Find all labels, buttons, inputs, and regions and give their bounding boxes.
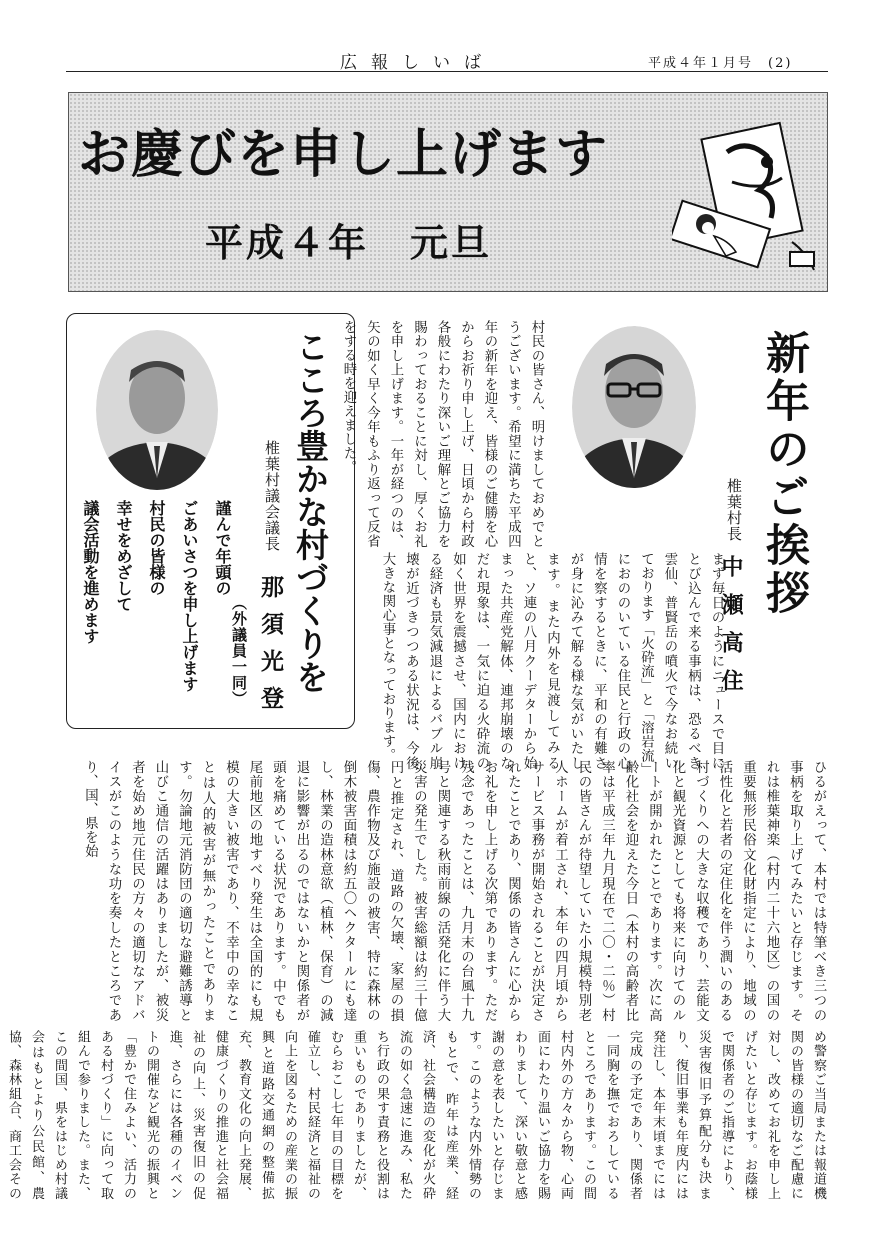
issue-label: 平成４年１月号 (2) bbox=[648, 56, 793, 71]
mayor-title: 椎葉村長 bbox=[725, 478, 743, 542]
chair-note: （外議員一同） bbox=[230, 595, 248, 707]
mayor-body-top: まず毎日のようにニュースで目にとび込んで来る事柄は、恐るべき雲仙、普賢岳の噴火で今なお続いております「火砕流」と「溶岩流」におののいている住民と行政の心情を察するときに、平和の有難さが身に沁みて解る様な気がいたします。また内外を見渡してみると、ソ連の八月クーデターから始まった共産党解体、連邦崩壊のなだれ現象は、一気に迫る火砕流の如く世界を震撼させ、国内における経済も景気減退によるバブル崩壊が近づきつつある状況は、今後大きな関心事となっております。 bbox=[380, 552, 724, 770]
chair-message bbox=[74, 500, 239, 710]
portrait-chair-icon bbox=[96, 330, 218, 490]
header-rule bbox=[66, 71, 828, 72]
banner-date: 平成４年 元旦 bbox=[205, 221, 493, 265]
chair-message-line: 幸せをめざして bbox=[114, 500, 133, 612]
chair-message-line: ごあいさつを申し上げます bbox=[180, 500, 199, 692]
mayor-body-a: ひるがえって、本村では特筆べき三つの事柄を取り上げてみたいと存じます。それは椎葉神楽（村内二十六地区）の国の重要無形民俗文化財指定により、地域の活性化と若者の定住化を伴う潤いのある村づくりへの大きな収穫であり、芸能文化と観光資源としても将来に向けてのルートが開かれたことであります。次に高齢化社会を迎えた今日（本村の高齢者比率は平成三年九月現在で二〇・二％）村民の皆さんが待望していた小規模特別老人ホームが着工され、本年の四月頃からサービス事務が開始されることが決定されたことであり、関係の皆さんに心からお礼を申し上げる次第であります。ただ残念であったことは、九月末の台風十九号と関連する秋雨前線の活発化に伴う大災害の発生でした。被害総額は約三十億円と推定され、道路の欠壊、家屋の損傷、農作物及び施設の被害、特に森林の倒木被害面積は約五〇ヘクタールにも達し、林業の造林意欲（植林、保育）の減退に影響が出るのではないかと関係者が頭を痛めている状況であります。中でも尾前地区の地すべり発生は全国的にも規模の大きい被害であり、不幸中の幸なことは人的被害が無かったことであります。勿論地元消防団の適切な避難誘導と山びこ通信の活躍はありましたが、被災者を始め地元住民の方々の適切なアドバイスがこのような功を奏したところであり、国、県を始 bbox=[82, 760, 826, 1022]
paper-name: 広報しいば bbox=[340, 53, 495, 73]
mayor-body-a-cont bbox=[66, 760, 458, 1022]
chair-headline: こころ豊かな村づくりを bbox=[291, 330, 330, 693]
chair-message-line: 議会活動を進めます bbox=[81, 500, 100, 644]
banner-title: お慶びを申し上げます bbox=[78, 125, 609, 185]
chair-body: 村民の皆さん、明けましておめでとうございます。希望に満ちた平成四年の新年を迎え、皆様のご健勝を心からお祈り申し上げ、日頃から村政各般にわたり深いご理解とご協力を賜わっておることに対し、厚くお礼を申し上げます。一年が経つのは、矢の如く早く今年もふり返って反省をする時を迎えました。 bbox=[341, 320, 544, 548]
chair-title: 椎葉村議会議長 bbox=[263, 440, 281, 552]
chair-message-line: 村民の皆様の bbox=[147, 500, 166, 596]
chair-message-line: 謹んで年頭の bbox=[213, 500, 232, 596]
mayor-body-b: め警察ご当局または報道機関の皆様の適切なご配慮に対し、改めてお礼を申し上げたいと存じます。お蔭様で関係者のご指導により、災害復旧予算配分も決まり、復旧事業も年度内には発注し、本年末頃までには完成の予定であり、関係者一同胸を撫でおろしているところであります。この間村内外の方々から物、心両面にわたり温いご協力を賜わりまして、深い敬意と感謝の意を表したいと存じます。このような内外情勢のもとで、昨年は産業、経済、社会構造の変化が火砕流の如く急速に進み、私たち行政の果す責務と役割は重いものでありましたが、むらおこし七年目の目標を確立し、村民経済と福祉の向上を図るための産業の振興と道路交通網の整備拡充、教育文化の向上発展、健康づくりの推進と社会福祉の向上、災害復旧の促進、さらには各種のイベントの開催など観光の振興と「豊かで住みよい、活力のある村づくり」に向って取組んで参りました。また、この間国、県をはじめ村議会はもとより公民館、農協、森林組合、商工会その bbox=[6, 1030, 826, 1200]
mayor-name: 中瀬高住 bbox=[718, 555, 744, 707]
chair-name: 那須光登 bbox=[257, 575, 284, 723]
kite-illustration-icon bbox=[672, 112, 822, 284]
mayor-headline: 新年のご挨拶 bbox=[758, 330, 809, 618]
portrait-mayor-icon bbox=[572, 326, 696, 488]
